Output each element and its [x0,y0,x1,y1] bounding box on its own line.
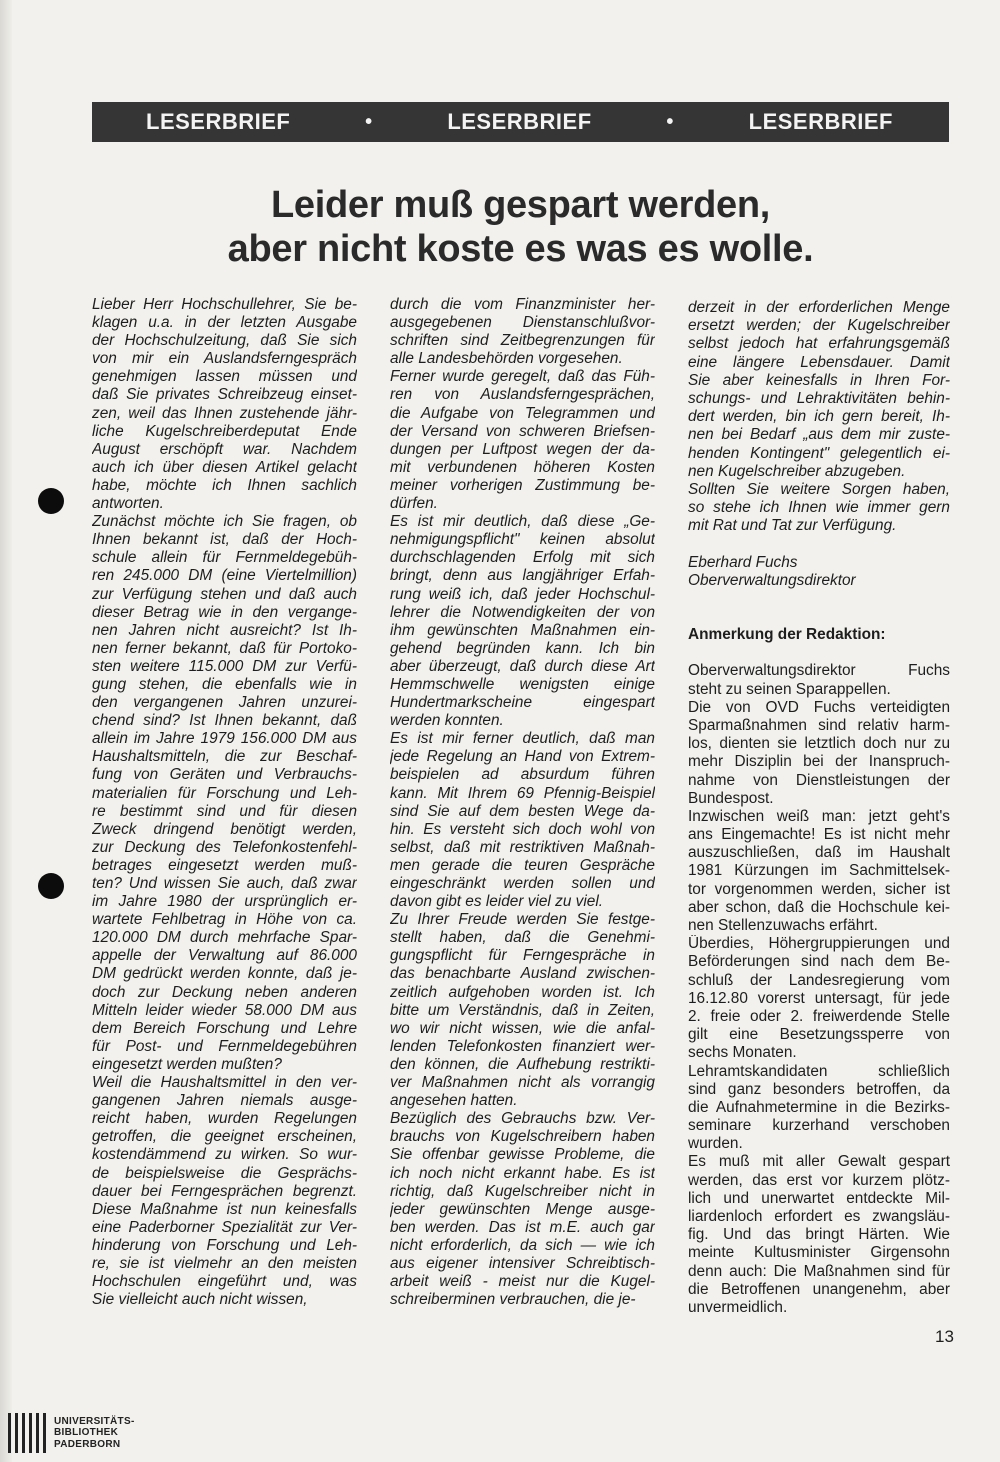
text-line: arbeit weiß - meist nur die Kugel- [390,1273,655,1291]
text-line: Zu Ihrer Freude werden Sie festge- [390,911,655,929]
text-line: Bezüglich des Gebrauchs bzw. Ver- [390,1110,655,1128]
text-line: zen, weil das Ihnen zustehende jähr- [92,404,357,422]
text-line: im Jahre 1980 der ursprünglich er- [92,893,357,911]
text-line: alle Landesbehörden vorgesehen. [390,350,623,368]
text-line: re bestimmt sind und für diesen [92,802,357,820]
text-line: Sie offenbar gewisse Probleme, die [390,1146,655,1164]
text-line: Haushaltsmitteln, die zur Beschaf- [92,748,357,766]
text-line: Beförderungen sind nach dem Be- [688,953,950,971]
text-line: Sie aber keinesfalls in Ihren For- [688,371,950,389]
text-line: nen Kugelschreiber abzugeben. [688,462,906,480]
text-line: das benachbarte Ausland zwischen- [390,965,655,983]
text-line: chend sind? Ist Ihnen bekannt, daß [92,712,357,730]
text-line: die Aufgabe von Telegrammen und [390,404,655,422]
text-line: selbst jedoch hat erfahrungsgemäß [688,335,950,353]
text-line: Es muß mit aller Gewalt gespart [688,1153,950,1171]
banner-separator: • [365,110,373,133]
letter-column-2 [390,296,655,1309]
editor-note-heading: Anmerkung der Redaktion: [688,626,886,644]
text-line: Sie vielleicht auch nicht wissen, [92,1291,308,1309]
text-line: Es ist mir ferner deutlich, daß man [390,730,655,748]
text-line: werden konnten. [390,712,504,730]
text-line: aber überzeugt, daß durch diese Art [390,657,655,675]
headline-line: Leider muß gespart werden, [271,184,770,226]
text-line: los, dienten sie letztlich doch nur zu [688,735,950,753]
banner-label: LESERBRIEF [447,109,592,134]
text-line: 16.12.80 vorerst untersagt, für jede [688,989,950,1007]
text-line: antworten. [92,495,164,513]
text-line: dert werden, bin ich gern bereit, Ih- [688,408,950,426]
text-line: derzeit in der erforderlichen Menge [688,299,950,316]
text-line: bitte um Verständnis, daß in Zeiten, [390,1001,655,1019]
text-line: zur Verfügung stehen und daß auch [92,585,357,603]
page-edge [0,0,12,1462]
text-line: zeitlich aufgehoben worden ist. Ich [390,983,655,1001]
text-line: sten weitere 115.000 DM zur Verfü- [92,657,357,675]
text-line: ihm gewünschten Maßnahmen ein- [390,621,655,639]
text-line: schungs- und Lehraktivitäten behin- [688,389,950,407]
text-line: jeder gewünschten Menge ausge- [390,1200,655,1218]
text-line: de beispielsweise die Gesprächs- [92,1164,357,1182]
text-line: dieser Betrag wie in den vergange- [92,603,357,621]
text-line: eine längere Lebensdauer. Damit [688,353,950,371]
signature-title: Oberverwaltungsdirektor [688,571,856,589]
text-line: Oberverwaltungsdirektor Fuchs [688,662,950,680]
text-line: rung weiß ich, daß jeder Hochschul- [390,585,655,603]
text-line: Hemmschwelle wenigsten einige [390,675,655,693]
text-line: sind Sie auf dem besten Wege da- [390,802,655,820]
text-line: mit Rat und Tat zur Verfügung. [688,517,897,535]
text-line: gehend begründen kann. Ich bin [390,639,655,657]
library-logo-icon [8,1413,46,1453]
text-line: wurden. [688,1135,743,1153]
text-line: Sollten Sie weitere Sorgen haben, [688,480,950,498]
text-line: doch zur Deckung neben anderen [92,983,357,1001]
text-line: Mitteln leider wieder 58.000 DM aus [92,1001,357,1019]
text-line: Lehramtskandidaten schließlich [688,1062,950,1080]
text-line: lenden Telefonkosten finanziert wer- [390,1037,655,1055]
text-line: Zweck dringend benötigt werden, [92,820,357,838]
letter-column-3 [688,299,950,1317]
text-line: der Versand von schweren Briefsen- [390,422,655,440]
library-logo [8,1412,135,1454]
text-line: gungspflicht für Ferngespräche in [390,947,655,965]
text-line: zur Deckung des Telefonkostenfehl- [92,838,357,856]
library-logo-text: UNIVERSITÄTS- BIBLIOTHEK PADERBORN [54,1415,135,1450]
page-number: 13 [935,1327,954,1346]
text-line: klagen u.a. in der letzten Ausgabe [92,314,357,332]
text-line: den können, die Aufhebung restrikti- [390,1055,655,1073]
text-line: gung stehen, die ebenfalls wie in [92,675,357,693]
text-line: henden Kontingent" gelegentlich ei- [688,444,950,462]
banner-label: LESERBRIEF [146,109,291,134]
text-line: allein im Jahre 1979 156.000 DM aus [92,730,357,748]
text-line: kostendämmend zu wirken. So wur- [92,1146,357,1164]
text-line: werden, das erst vor kurzem plötz- [688,1171,950,1189]
text-line: von mir ein Auslandsferngespräch [92,350,357,368]
letter-column-1 [92,296,357,1309]
text-line: reicht haben, wurden Regelungen [92,1110,357,1128]
text-line: daß Sie privates Schreibzeug einset- [92,386,357,404]
text-line: dungen per Luftpost wegen der da- [390,440,655,458]
text-line: ben werden. Das ist m.E. auch gar [390,1218,655,1236]
signature-name: Eberhard Fuchs [688,553,798,571]
text-line: Hundertmarkscheine eingespart [390,694,655,712]
text-line: nen bei Bedarf „aus dem mir zuste- [688,426,950,444]
punch-hole [38,488,64,514]
text-line: ausgegebenen Dienstanschlußvor- [390,314,655,332]
text-line: appelle der Verwaltung auf 86.000 [92,947,357,965]
text-line: meinte Kultusminister Girgensohn [688,1244,950,1262]
text-line: Überdies, Höhergruppierungen und [688,935,950,953]
text-line: August erschöpft war. Nachdem [92,440,357,458]
text-line: sind ganz besonders betroffen, da [688,1080,950,1098]
text-line: brauchs von Kugelschreibern haben [390,1128,655,1146]
text-line: Ihnen bekannt ist, daß der Hoch- [92,531,357,549]
text-line: durch die vom Finanzminister her- [390,296,655,313]
text-line: auch ich über diesen Artikel gelacht [92,458,357,476]
text-line: eingesetzt werden mußten? [92,1055,282,1073]
text-line: aus eigener intensiver Schreibtisch- [390,1254,655,1272]
text-line: lehrer die Notwendigkeiten der von [390,603,655,621]
text-line: nicht erforderlich, da sich — wie ich [390,1236,655,1254]
text-line: 2. freie oder 2. freiwerdende Stelle [688,1007,950,1025]
punch-hole [38,873,64,899]
text-line: liche Kugelschreiberdeputat Ende [92,422,357,440]
text-line: davon gibt es leider viel zu viel. [390,893,604,911]
text-line: richtig, daß Kugelschreiber nicht in [390,1182,655,1200]
text-line: dem Bereich Forschung und Lehre [92,1019,357,1037]
text-line: nen ferner bekannt, daß für Portoko- [92,639,357,657]
text-line: getroffen, die geeignet erscheinen, [92,1128,357,1146]
text-line: mit verbundenen höheren Kosten [390,458,655,476]
headline [92,183,949,271]
editor-note [688,662,950,1317]
text-line: Hochschulen eingeführt und, was [92,1273,357,1291]
text-line: materialien für Forschung und Leh- [92,784,357,802]
letter-closing [688,299,950,535]
text-line: meiner vorherigen Zustimmung be- [390,476,655,494]
text-line: ten? Und wissen Sie auch, daß zwar [92,875,357,892]
text-line: Lieber Herr Hochschullehrer, Sie be- [92,296,357,313]
text-line: unvermeidlich. [688,1298,788,1316]
text-line: ver Maßnahmen nicht als vorrangig [390,1074,655,1092]
text-line: liardenloch erfordert es zwangsläu- [688,1208,950,1225]
text-line: mehr Disziplin bei der Inanspruch- [688,753,950,771]
text-line: eine Paderborner Spezialität zur Ver- [92,1218,357,1236]
text-line: ren von Auslandsferngesprächen, [390,386,655,404]
text-line: nen Stellenzuwachs erfährt. [688,917,878,934]
banner-separator: • [666,110,674,133]
text-line: Inzwischen weiß man: jetzt geht's [688,807,950,825]
text-line: beispielen ad absurdum führen [390,766,655,784]
text-line: stellt haben, daß die Genehmi- [390,929,655,947]
text-line: habe, möchte ich Ihnen sachlich [92,476,357,494]
text-line: kann. Mit Ihrem 69 Pfennig-Beispiel [390,784,655,802]
text-line: Diese Maßnahme ist nun keinesfalls [92,1200,357,1218]
text-line: selbst, daß mit restriktiven Maßnah- [390,838,655,856]
text-line: hinderung von Forschung und Leh- [92,1236,357,1254]
text-line: schreiberminen verbrauchen, die je- [390,1291,636,1309]
text-line: Sparmaßnahmen sind relativ harm- [688,716,950,734]
text-line: ans Eingemachte! Es ist nicht mehr [688,826,950,844]
text-line: bringt, denn aus langjähriger Erfah- [390,567,655,585]
text-line: die Betroffenen unangenehm, aber [688,1280,950,1298]
text-line: seminare kurzerhand verschoben [688,1117,950,1135]
text-line: so stehe ich Ihnen wie immer gern [688,499,950,517]
text-line: schluß der Landesregierung vom [688,971,950,989]
text-line: schule allein für Fernmeldegebüh- [92,549,357,567]
text-line: aber schon, daß die Hochschule kei- [688,898,950,916]
text-line: Ferner wurde geregelt, daß das Füh- [390,368,655,386]
text-line: den vergangenen Jahren unzurei- [92,694,357,712]
text-line: wartete Fehlbetrag in Höhe von ca. [92,911,357,929]
text-line: Zunächst möchte ich Sie fragen, ob [92,513,357,531]
text-line: jede Regelung an Hand von Extrem- [390,748,655,766]
text-line: 120.000 DM durch mehrfache Spar- [92,929,357,947]
text-line: ren 245.000 DM (eine Viertelmillion) [92,567,357,585]
text-line: nehmigungspflicht" keinen absolut [390,531,655,549]
text-line: für Post- und Fernmeldegebühren [92,1037,357,1055]
text-line: Weil die Haushaltsmittel in den ver- [92,1074,357,1092]
text-line: 1981 Kürzungen im Sachmittelsek- [688,862,950,880]
text-line: denn auch: Die Maßnahmen sind für [688,1262,950,1280]
text-line: DM gedrückt werden konnte, daß je- [92,965,357,983]
text-line: nahme von Dienstleistungen der [688,771,950,789]
text-line: Es ist mir deutlich, daß diese „Ge- [390,513,655,531]
text-line: fig. Und das bringt Härten. Wie [688,1226,950,1244]
text-line: schriften sind Zeitbegrenzungen für [390,332,655,350]
text-line: fung von Geräten und Verbrauchs- [92,766,357,784]
text-line: steht zu seinen Sparappellen. [688,680,891,698]
headline-line: aber nicht koste es was es wolle. [227,228,814,270]
text-line: eingeschränkt werden sollen und [390,875,655,892]
text-line: ersetzt werden; der Kugelschreiber [688,317,950,335]
text-line: angesehen hatten. [390,1092,518,1110]
text-line: men gerade die teuren Gespräche [390,856,655,874]
text-line: durchschlagenden Erfolg mit sich [390,549,655,567]
text-line: Die von OVD Fuchs verteidigten [688,698,950,716]
banner [92,102,949,142]
text-line: lich und unerwartet entdeckte Mil- [688,1189,950,1207]
banner-label: LESERBRIEF [748,109,893,134]
text-line: dürfen. [390,495,438,513]
text-line: tor vorgenommen werden, sicher ist [688,880,950,898]
text-line: sechs Monaten. [688,1044,797,1062]
text-line: Bundespost. [688,789,774,807]
text-line: nen Jahren nicht ausreicht? Ist Ih- [92,621,357,639]
text-line: gangenen Jahren niemals ausge- [92,1092,357,1110]
text-line: wo wir nicht wissen, wie die anfal- [390,1019,655,1037]
text-line: betrages eingesetzt werden muß- [92,856,357,874]
text-line: die Aufnahmetermine in die Bezirks- [688,1098,950,1116]
text-line: genehmigen lassen müssen und [92,368,357,386]
text-line: hin. Es versteht sich doch wohl von [390,820,655,838]
text-line: gilt eine Besetzungssperre von [688,1026,950,1044]
text-line: der Hochschulzeitung, daß Sie sich [92,332,357,350]
text-line: dauer bei Ferngesprächen begrenzt. [92,1182,357,1200]
text-line: auszuschließen, daß im Haushalt [688,844,950,862]
text-line: ich noch nicht erkannt habe. Es ist [390,1164,655,1182]
text-line: re, sie ist vielmehr an den meisten [92,1254,357,1272]
